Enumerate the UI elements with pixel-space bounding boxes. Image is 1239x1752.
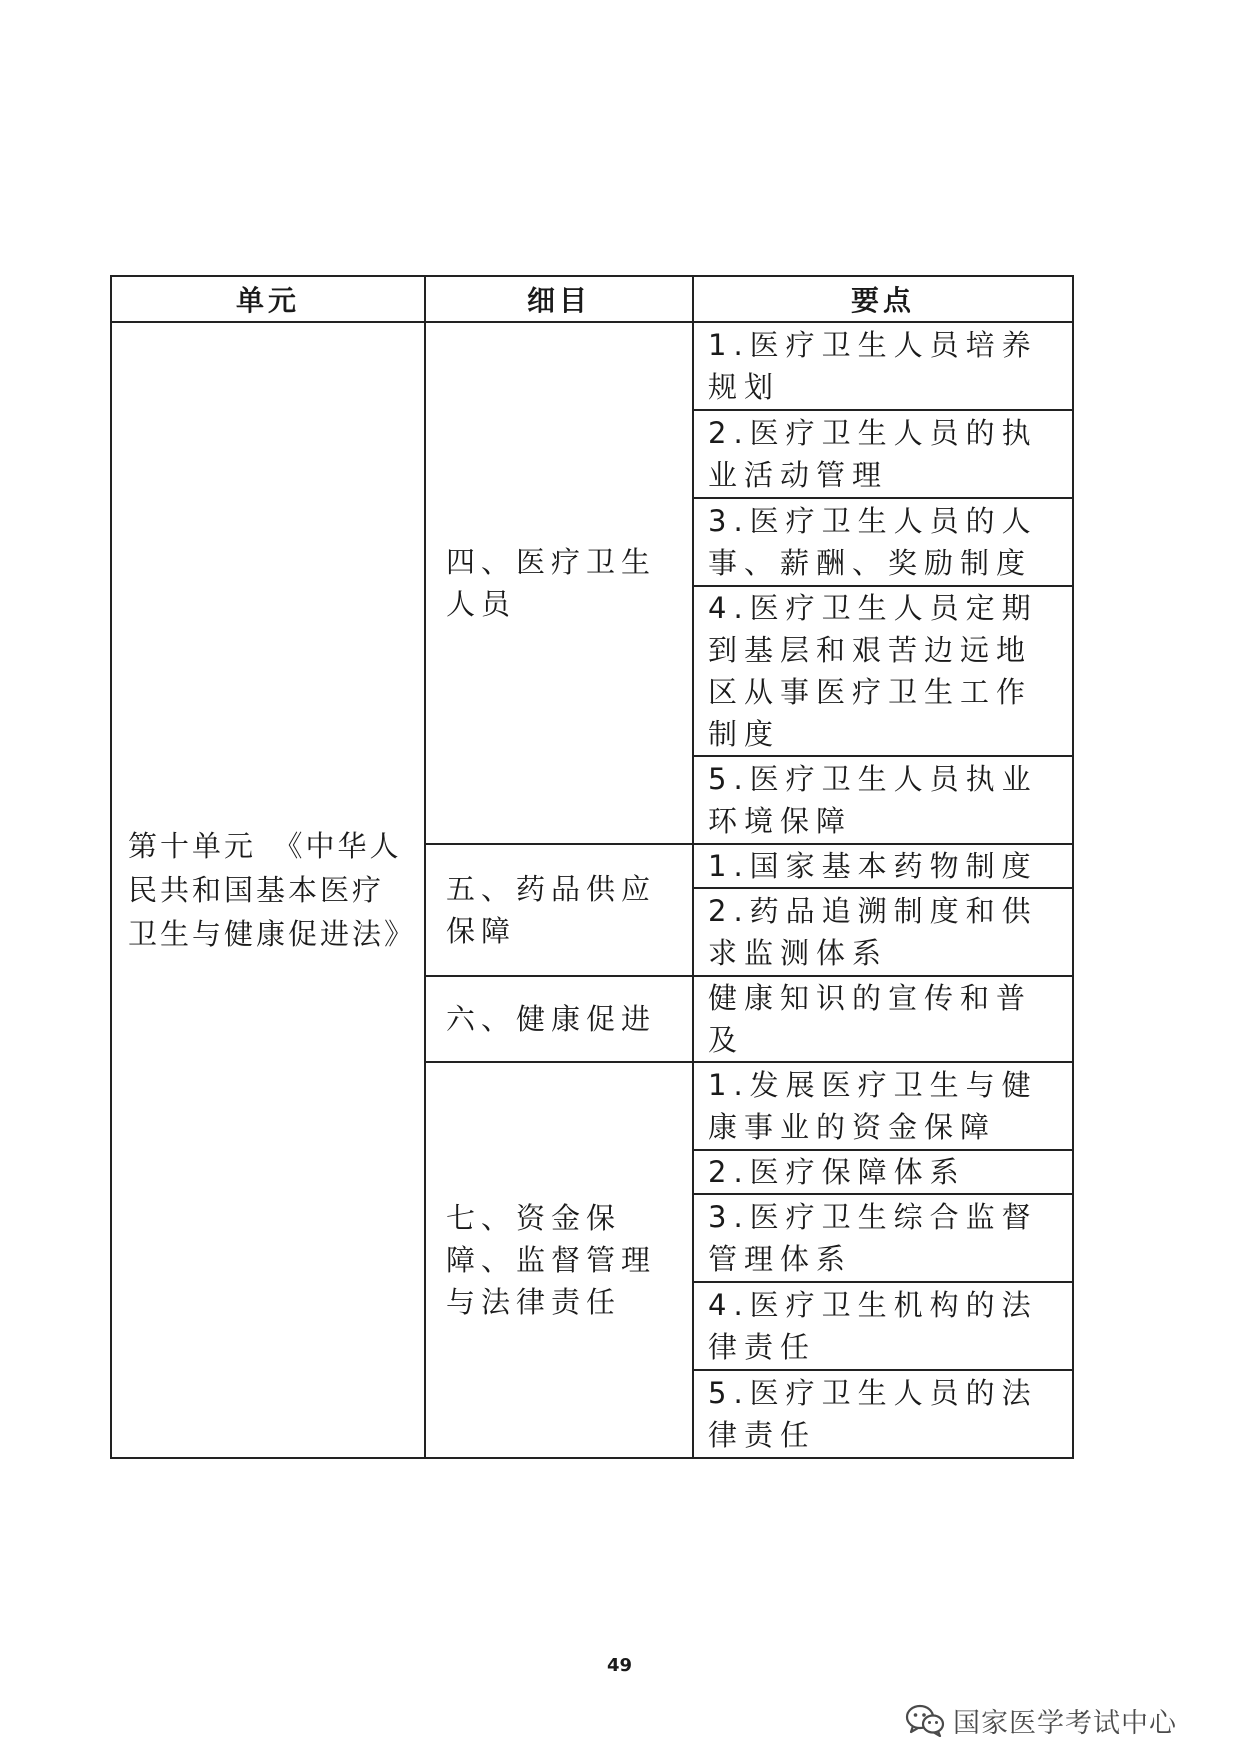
point-cell: 2.药品追溯制度和供求监测体系 [693,888,1073,976]
header-unit: 单元 [111,276,425,322]
point-cell: 2.医疗卫生人员的执业活动管理 [693,410,1073,498]
point-cell: 4.医疗卫生机构的法律责任 [693,1282,1073,1370]
wechat-icon [905,1703,945,1737]
subitem-cell: 七、资金保障、监督管理与法律责任 [425,1062,693,1458]
unit-cell: 第十单元 《中华人民共和国基本医疗卫生与健康促进法》 [111,322,425,1458]
point-cell: 5.医疗卫生人员执业环境保障 [693,756,1073,844]
point-cell: 3.医疗卫生人员的人事、薪酬、奖励制度 [693,498,1073,586]
table-header-row [111,276,1073,322]
point-cell: 1.医疗卫生人员培养规划 [693,322,1073,410]
point-cell: 健康知识的宣传和普及 [693,976,1073,1062]
watermark [905,1700,1177,1740]
header-subitem: 细目 [425,276,693,322]
point-cell: 1.国家基本药物制度 [693,844,1073,888]
subitem-cell: 四、医疗卫生人员 [425,322,693,844]
subitem-cell: 五、药品供应保障 [425,844,693,976]
point-cell: 1.发展医疗卫生与健康事业的资金保障 [693,1062,1073,1150]
subitem-cell: 六、健康促进 [425,976,693,1062]
point-cell: 5.医疗卫生人员的法律责任 [693,1370,1073,1458]
point-cell: 4.医疗卫生人员定期到基层和艰苦边远地区从事医疗卫生工作制度 [693,586,1073,756]
table-row [111,322,1073,410]
page-number: 49 [606,1655,633,1676]
syllabus-table [110,275,1074,1459]
watermark-text: 国家医学考试中心 [953,1707,1177,1739]
header-points: 要点 [693,276,1073,322]
point-cell: 2.医疗保障体系 [693,1150,1073,1194]
point-cell: 3.医疗卫生综合监督管理体系 [693,1194,1073,1282]
